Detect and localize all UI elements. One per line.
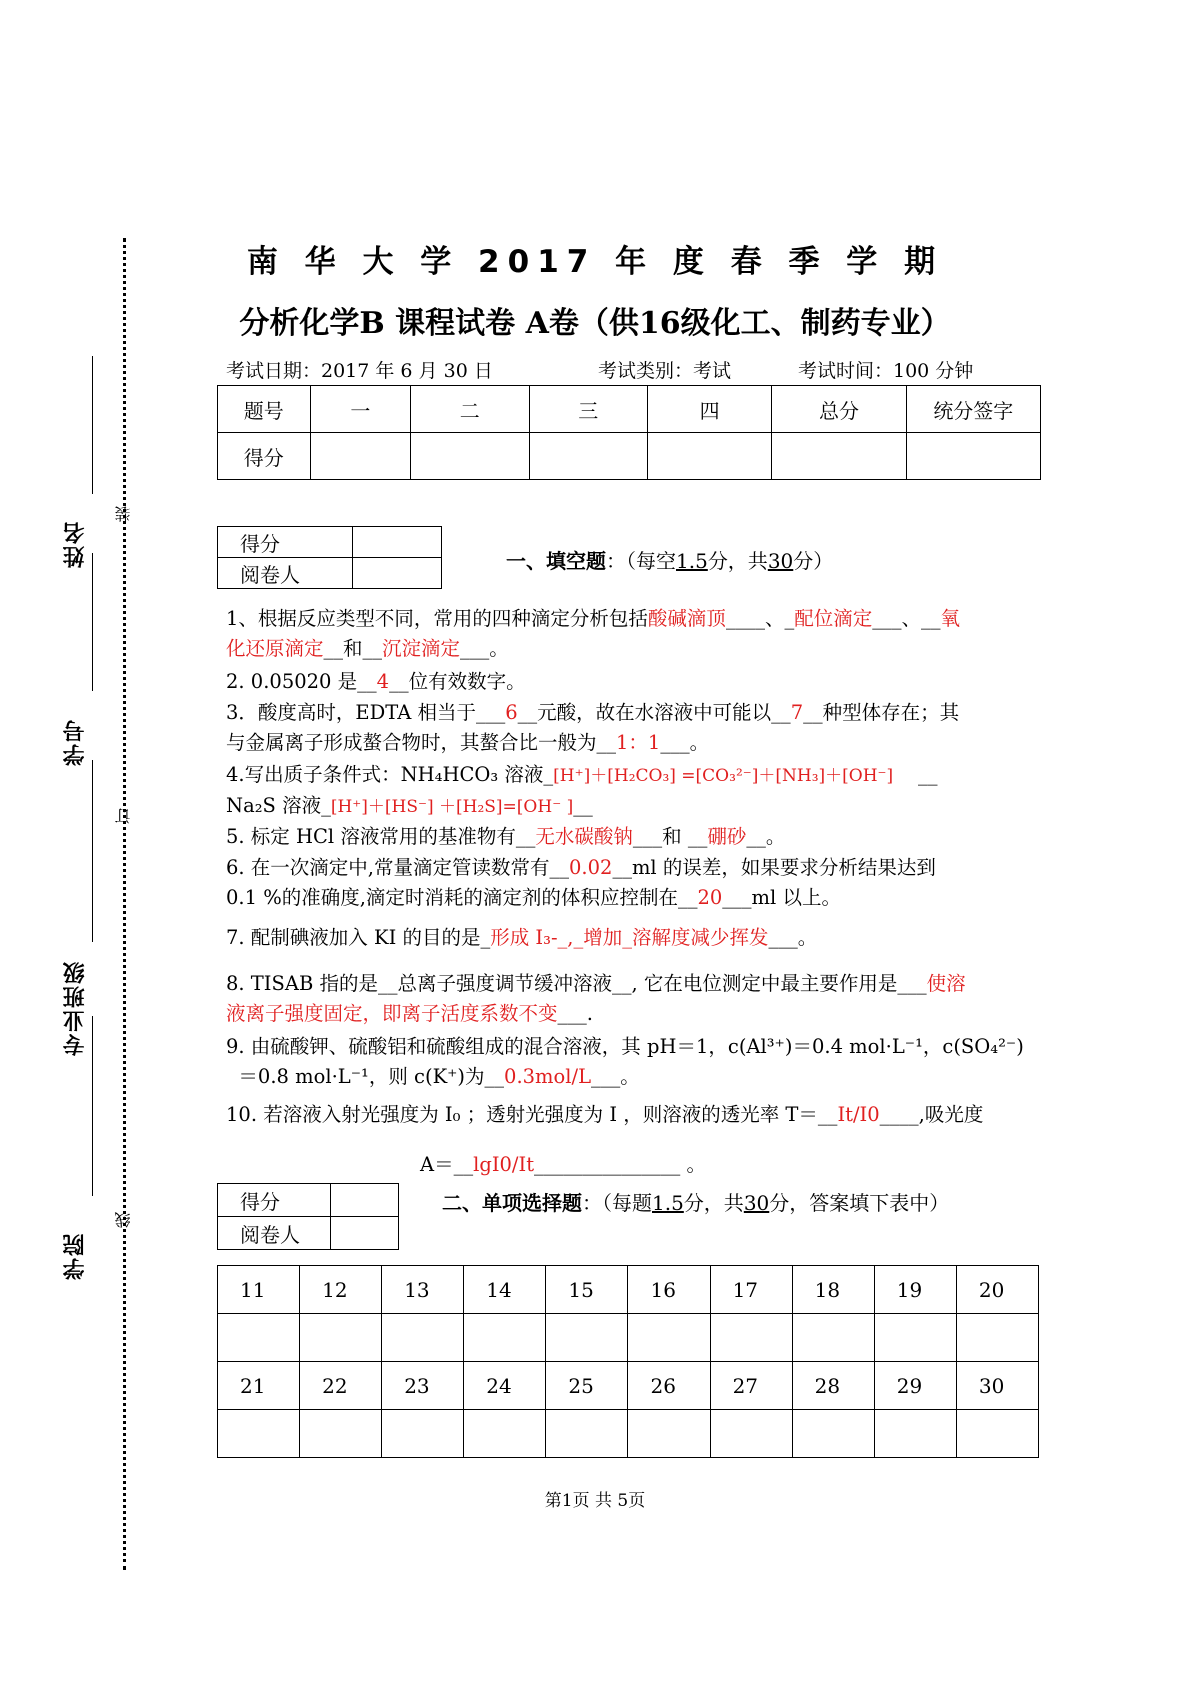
q7-text: ___。 xyxy=(768,926,818,949)
q1-text: ___。 xyxy=(460,637,509,660)
section1-desc: 分） xyxy=(793,549,834,573)
q10-text: 10. 若溶液入射光强度为 I₀ ；透射光强度为 I ，则溶液的透光率 T＝__ xyxy=(226,1103,838,1126)
answer-number: 30 xyxy=(956,1362,1038,1410)
answer-cell xyxy=(218,1314,300,1362)
q4-answer-2: [H⁺]＋[HS⁻] ＋[H₂S]=[OH⁻ ] xyxy=(330,797,574,817)
answer-cell xyxy=(300,1410,382,1458)
answer-number: 17 xyxy=(710,1266,792,1314)
q7-answer: 形成 I₃-_,_增加_溶解度减少挥发 xyxy=(490,926,769,949)
q8-answer: 使溶 xyxy=(926,972,966,995)
section1-heading xyxy=(506,545,833,574)
student-id-blank-line xyxy=(92,553,93,691)
score-cell xyxy=(411,433,529,480)
score-cell xyxy=(310,433,411,480)
q9-text: ＝0.8 mol·L⁻¹，则 c(K⁺)为__ xyxy=(238,1065,505,1088)
q6-text: 6. 在一次滴定中,常量滴定管读数常有__ xyxy=(226,856,570,879)
question-1 xyxy=(226,604,1026,664)
university-title: 南 华 大 学 2017 年 度 春 季 学 期 xyxy=(246,244,944,280)
q10-answer-1: It/I0 xyxy=(837,1103,880,1126)
q5-text: 5. 标定 HCl 溶液常用的基准物有__ xyxy=(226,825,536,848)
answer-number: 26 xyxy=(628,1362,710,1410)
answer-cell xyxy=(710,1314,792,1362)
section2-points: 1.5 xyxy=(652,1191,684,1215)
q10-text: _______________ 。 xyxy=(534,1153,706,1176)
answer-number: 24 xyxy=(464,1362,546,1410)
score-header-cell: 题号 xyxy=(218,386,311,433)
q1-text: 1、根据反应类型不同，常用的四种滴定分析包括 xyxy=(226,607,648,630)
q4-text: Na₂S 溶液_ xyxy=(226,794,331,817)
q6-text: 0.1 %的准确度,滴定时消耗的滴定剂的体积应控制在__ xyxy=(226,886,698,909)
q2-answer: 4 xyxy=(376,670,390,693)
answer-blank-row xyxy=(218,1410,1039,1458)
q4-text: __ xyxy=(573,794,593,817)
answer-cell xyxy=(956,1314,1038,1362)
score-header-cell: 二 xyxy=(411,386,529,433)
binding-dotted-line xyxy=(123,238,126,1570)
section2-desc: 分，答案填下表中） xyxy=(769,1191,950,1215)
answer-number-row xyxy=(218,1362,1039,1410)
section2-title: 二、单项选择题 xyxy=(442,1191,582,1215)
student-id-label: 学号 xyxy=(63,718,88,766)
bind-mark-xian: 线 xyxy=(114,1212,133,1228)
grader-name-label: 阅卷人 xyxy=(218,558,353,589)
answer-cell xyxy=(792,1410,874,1458)
answer-cell xyxy=(546,1410,628,1458)
answer-number: 14 xyxy=(464,1266,546,1314)
q1-answer-3: 氧 xyxy=(940,607,960,630)
q4-text: 4.写出质子条件式：NH₄HCO₃ 溶液_ xyxy=(226,763,554,786)
q10-text: ____,吸光度 xyxy=(879,1103,984,1126)
q6-text: __ml 的误差，如果要求分析结果达到 xyxy=(612,856,936,879)
exam-time: 考试时间：100 分钟 xyxy=(798,360,974,382)
answer-cell xyxy=(710,1410,792,1458)
answer-cell xyxy=(546,1314,628,1362)
score-header-cell: 一 xyxy=(310,386,411,433)
answer-number: 13 xyxy=(382,1266,464,1314)
q3-text: 与金属离子形成螯合物时，其螯合比一般为__ xyxy=(226,731,617,754)
q8-answer: 液离子强度固定，即离子活度系数不变 xyxy=(226,1002,558,1025)
question-10-line2 xyxy=(420,1150,1190,1180)
answer-number: 20 xyxy=(956,1266,1038,1314)
q3-answer-2: 7 xyxy=(790,701,804,724)
answer-cell xyxy=(300,1314,382,1362)
answer-number: 25 xyxy=(546,1362,628,1410)
q2-text: 2. 0.05020 是__ xyxy=(226,670,377,693)
answer-number: 12 xyxy=(300,1266,382,1314)
answer-cell xyxy=(792,1314,874,1362)
q3-text: ___。 xyxy=(660,731,710,754)
q3-text: 3．酸度高时，EDTA 相当于___ xyxy=(226,701,506,724)
section2-total: 30 xyxy=(743,1191,770,1215)
q8-text: ___. xyxy=(557,1002,593,1025)
score-table xyxy=(217,385,1041,480)
college-blank-line xyxy=(92,1016,93,1196)
grader-name-cell xyxy=(331,1217,399,1250)
section1-total: 30 xyxy=(767,549,794,573)
q5-text: ___和 __ xyxy=(632,825,708,848)
score-header-cell: 统分签字 xyxy=(906,386,1040,433)
section1-desc: ：（每空 xyxy=(606,549,676,573)
q10-text: A＝__ xyxy=(420,1153,474,1176)
q1-text: ___、__ xyxy=(872,607,941,630)
question-3 xyxy=(226,698,1026,758)
q5-text: __。 xyxy=(746,825,786,848)
college-label: 学院 xyxy=(63,1232,88,1280)
q10-answer-2: lgI0/It xyxy=(473,1153,535,1176)
answer-cell xyxy=(218,1410,300,1458)
grader-score-cell xyxy=(353,527,442,558)
answer-number: 21 xyxy=(218,1362,300,1410)
q1-answer-2: 配位滴定 xyxy=(794,607,873,630)
grader-name-cell xyxy=(353,558,442,589)
q1-answer-3: 化还原滴定 xyxy=(226,637,324,660)
course-title: 分析化学B 课程试卷 A卷（供16级化工、制药专业） xyxy=(239,306,951,341)
section1-title: 一、填空题 xyxy=(506,549,606,573)
answer-number: 16 xyxy=(628,1266,710,1314)
q1-answer-4: 沉淀滴定 xyxy=(382,637,461,660)
answer-number-row xyxy=(218,1266,1039,1314)
q2-text: __位有效数字。 xyxy=(389,670,526,693)
score-header-cell: 总分 xyxy=(772,386,906,433)
question-10 xyxy=(226,1100,1026,1130)
answer-number: 19 xyxy=(874,1266,956,1314)
answer-cell xyxy=(464,1410,546,1458)
answer-cell xyxy=(956,1410,1038,1458)
answer-number: 28 xyxy=(792,1362,874,1410)
answer-blank-row xyxy=(218,1314,1039,1362)
page-footer: 第1页 共 5页 xyxy=(544,1491,646,1511)
q3-text: __元酸，故在水溶液中可能以__ xyxy=(517,701,791,724)
q7-text: 7. 配制碘液加入 KI 的目的是_ xyxy=(226,926,491,949)
answer-number: 27 xyxy=(710,1362,792,1410)
score-cell xyxy=(529,433,647,480)
bind-mark-zhuang: 装 xyxy=(114,506,133,522)
score-cell xyxy=(906,433,1040,480)
q6-text: ___ml 以上。 xyxy=(722,886,841,909)
grader-score-cell xyxy=(331,1184,399,1217)
grader-box-1 xyxy=(217,526,442,589)
question-7 xyxy=(226,923,1026,953)
question-8 xyxy=(226,969,1026,1029)
question-9 xyxy=(226,1032,1026,1092)
q3-answer-1: 6 xyxy=(505,701,518,724)
answer-number: 11 xyxy=(218,1266,300,1314)
answer-number: 18 xyxy=(792,1266,874,1314)
name-blank-line xyxy=(92,356,93,494)
section2-heading xyxy=(442,1187,949,1216)
answer-number: 15 xyxy=(546,1266,628,1314)
section2-desc: ：（每题 xyxy=(582,1191,652,1215)
answer-number: 29 xyxy=(874,1362,956,1410)
question-4 xyxy=(226,760,1026,822)
q6-answer-2: 20 xyxy=(697,886,723,909)
answer-cell xyxy=(464,1314,546,1362)
major-class-label: 专业班级 xyxy=(63,960,88,1056)
score-header-cell: 三 xyxy=(529,386,647,433)
answer-number: 22 xyxy=(300,1362,382,1410)
q8-text: 8. TISAB 指的是__总离子强度调节缓冲溶液__, 它在电位测定中最主要作用是___ xyxy=(226,972,927,995)
q5-answer-1: 无水碳酸钠 xyxy=(535,825,633,848)
q3-answer-3: 1：1 xyxy=(616,731,661,754)
q4-answer-1: [H⁺]＋[H₂CO₃] =[CO₃²⁻]＋[NH₃]＋[OH⁻] xyxy=(553,766,894,786)
answer-cell xyxy=(874,1314,956,1362)
q1-text: __和__ xyxy=(323,637,383,660)
answer-number: 23 xyxy=(382,1362,464,1410)
grader-score-label: 得分 xyxy=(218,1184,331,1217)
exam-type: 考试类别：考试 xyxy=(598,360,732,382)
grader-box-2 xyxy=(217,1183,399,1250)
q1-answer-1: 酸碱滴顶 xyxy=(647,607,726,630)
q5-answer-2: 硼砂 xyxy=(707,825,747,848)
q6-answer-1: 0.02 xyxy=(569,856,613,879)
q3-text: __种型体存在；其 xyxy=(803,701,960,724)
exam-date: 考试日期：2017 年 6 月 30 日 xyxy=(226,360,493,382)
score-header-cell: 四 xyxy=(647,386,771,433)
answer-table xyxy=(217,1265,1039,1458)
grader-name-label: 阅卷人 xyxy=(218,1217,331,1250)
score-cell xyxy=(647,433,771,480)
name-label: 姓名 xyxy=(63,520,88,568)
question-2 xyxy=(226,667,1026,697)
section1-points: 1.5 xyxy=(676,549,708,573)
answer-cell xyxy=(874,1410,956,1458)
answer-cell xyxy=(628,1314,710,1362)
question-6 xyxy=(226,853,1026,913)
section1-desc: 分，共 xyxy=(707,549,768,573)
score-row-label: 得分 xyxy=(218,433,311,480)
q1-text: ____、_ xyxy=(725,607,795,630)
q9-text: 9. 由硫酸钾、硫酸铝和硫酸组成的混合溶液，其 pH＝1，c(Al³⁺)＝0.4 mol·L⁻¹，c(SO₄²⁻) xyxy=(226,1035,1024,1058)
major-class-blank-line xyxy=(92,760,93,942)
score-cell xyxy=(772,433,906,480)
bind-mark-ding: 订 xyxy=(114,808,133,824)
q9-text: ___。 xyxy=(591,1065,640,1088)
q9-answer: 0.3mol/L xyxy=(504,1065,592,1088)
question-5 xyxy=(226,822,1026,852)
answer-cell xyxy=(628,1410,710,1458)
answer-cell xyxy=(382,1410,464,1458)
answer-cell xyxy=(382,1314,464,1362)
grader-score-label: 得分 xyxy=(218,527,353,558)
q4-text: __ xyxy=(917,763,938,786)
section2-desc: 分，共 xyxy=(683,1191,744,1215)
